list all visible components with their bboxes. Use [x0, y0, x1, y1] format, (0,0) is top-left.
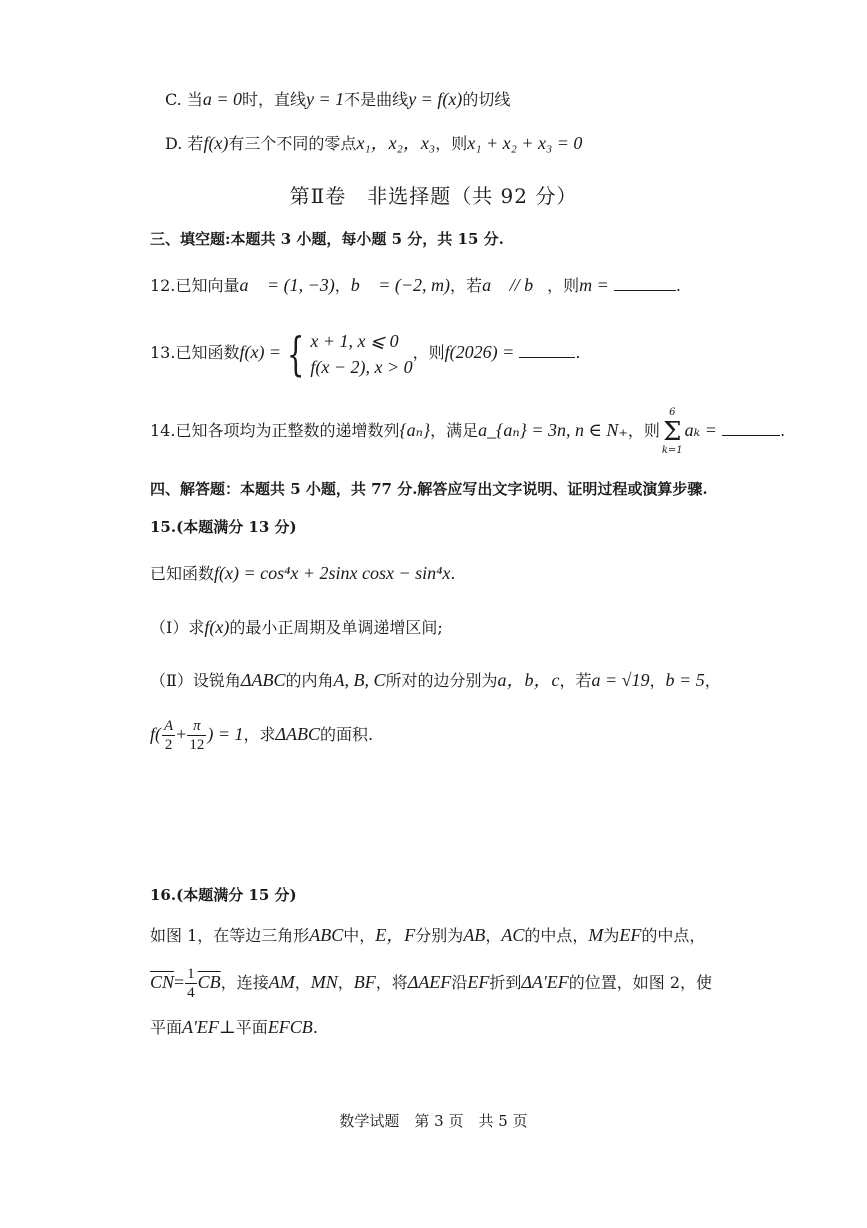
question-15-condition: f( $\frac{A}{2}$ + $\frac{\pi}{12}$ ) = 1，求ΔABC的面积.: [150, 718, 374, 753]
piecewise-cases: x + 1, x ⩽ 0 f(x − 2), x > 0: [310, 330, 413, 377]
answer-blank-14[interactable]: [722, 421, 780, 436]
question-15-label: 15.(本题满分 13 分): [150, 518, 297, 536]
summation: 6 Σ k=1: [661, 406, 683, 456]
option-d: D. 若f(x)有三个不同的零点x₁，x₂，x₃，则x₁ + x₂ + x₃ = 0: [165, 133, 583, 153]
question-13: 13.已知函数f(x) = { x + 1, x ⩽ 0 f(x − 2), x > 0 ，则f(2026) = .: [150, 326, 581, 381]
option-c: C. 当a = 0时，直线y = 1不是曲线y = f(x)的切线: [165, 89, 511, 109]
question-16-line1: 如图 1，在等边三角形ABC中，E，F分别为AB，AC的中点，M为EF的中点，: [150, 925, 706, 945]
answer-blank-12[interactable]: [614, 276, 676, 291]
question-16-line3: 平面A'EF⊥平面EFCB.: [150, 1017, 318, 1037]
section3-heading: 三、填空题:本题共 3 小题，每小题 5 分，共 15 分.: [150, 230, 504, 248]
option-c-label: C. 当: [165, 90, 203, 109]
question-15-stem: 已知函数f(x) = cos⁴x + 2sinx cosx − sin⁴x.: [150, 563, 456, 583]
question-15-part2: （Ⅱ）设锐角ΔABC的内角A, B, C所对的边分别为a，b，c，若a = √19，b = 5，: [150, 670, 721, 690]
question-12: 12.已知向量a⃗ = (1, −3)，b⃗ = (−2, m)，若a⃗ // b⃗，则m = .: [150, 275, 681, 295]
question-15-part1: （Ⅰ）求f(x)的最小正周期及单调递增区间;: [150, 617, 443, 637]
question-14: 14.已知各项均为正整数的递增数列{aₙ}，满足a_{aₙ} = 3n, n ∈ N₊，则 6 Σ k=1 aₖ = .: [150, 406, 786, 456]
fraction-pi-over-12: $\frac{\pi}{12}$: [189, 718, 205, 753]
section4-heading: 四、解答题：本题共 5 小题，共 77 分.解答应写出文字说明、证明过程或演算步骤.: [150, 480, 708, 498]
part2-title: 第Ⅱ卷 非选择题（共 92 分）: [289, 184, 578, 208]
fraction-one-quarter: $\frac{1}{4}$: [187, 966, 195, 1001]
piecewise-brace: {: [286, 326, 305, 381]
fraction-a-over-2: $\frac{A}{2}$: [164, 718, 174, 753]
question-16-line2: $\overline{CN}=$ $\frac{1}{4}$ $\overline{CB}$，连接AM，MN，BF，将ΔAEF沿EF折到ΔA'EF的位置，如图 2，使: [150, 966, 713, 1001]
question-16-label: 16.(本题满分 15 分): [150, 886, 297, 904]
answer-blank-13[interactable]: [519, 343, 575, 358]
page-footer: 数学试题 第 3 页 共 5 页: [339, 1112, 528, 1130]
option-d-label: D. 若: [165, 134, 204, 153]
